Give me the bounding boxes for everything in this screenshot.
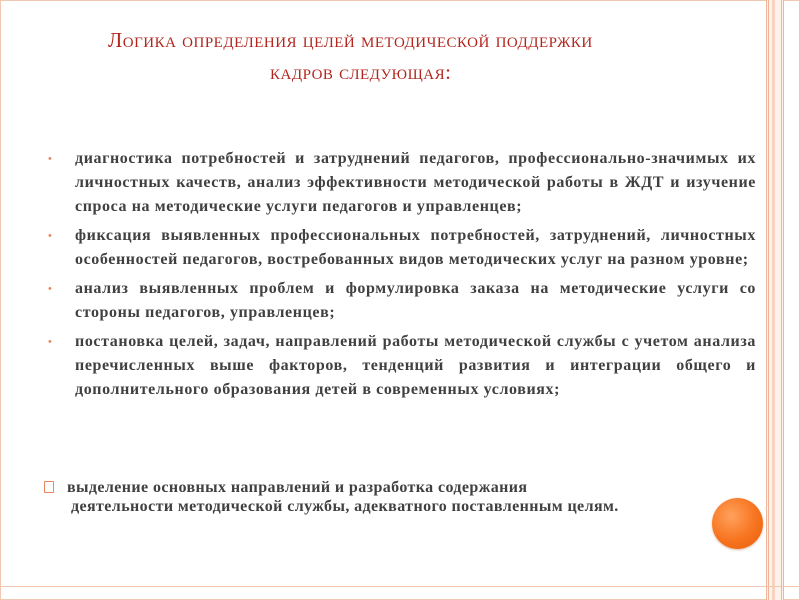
list-item-text: фиксация выявленных профессиональных потребностей, затруднений, личностных особенностей педагогов, востребованных видов методических услуг на разном уровне; xyxy=(75,227,756,268)
list-item-last xyxy=(44,478,684,516)
bullet-dot-icon: • xyxy=(48,230,53,242)
bottom-border-line xyxy=(0,586,800,587)
last-item-line1: выделение основных направлений и разработка содержания xyxy=(67,479,528,496)
list-item-text: диагностика потребностей и затруднений педагогов, профессионально-значимых их личностных качеств, анализ эффективности методической работы в ЖДТ и изучение спроса на методические услуги педагогов и управленцев; xyxy=(75,150,756,215)
right-decorative-bar-stripe xyxy=(772,0,775,600)
list-item xyxy=(46,277,756,325)
bullet-dot-icon: • xyxy=(48,283,53,295)
slide-title xyxy=(60,24,720,88)
list-item xyxy=(46,224,756,272)
bullet-dot-icon: • xyxy=(48,336,53,348)
list-item xyxy=(46,330,756,402)
slide-title-line2: кадров следующая: xyxy=(270,60,452,84)
list-item-text: постановка целей, задач, направлений работы методической службы с учетом анализа перечисленных выше факторов, тенденций развития и интеграции общего и дополнительного образования детей в современных условиях; xyxy=(75,333,756,398)
last-item-line2: деятельности методической службы, адекватного поставленным целям. xyxy=(71,498,619,515)
bullet-list xyxy=(46,147,756,407)
list-item-text: анализ выявленных проблем и формулировка заказа на методические услуги со стороны педагогов, управленцев; xyxy=(75,280,756,321)
list-item xyxy=(46,147,756,219)
bullet-dot-icon: • xyxy=(48,153,53,165)
hollow-square-bullet-icon xyxy=(44,481,54,493)
right-decorative-bar xyxy=(766,0,784,600)
slide-title-line1: Логика определения целей методической поддержки xyxy=(108,28,593,52)
orange-circle-icon xyxy=(712,498,763,549)
